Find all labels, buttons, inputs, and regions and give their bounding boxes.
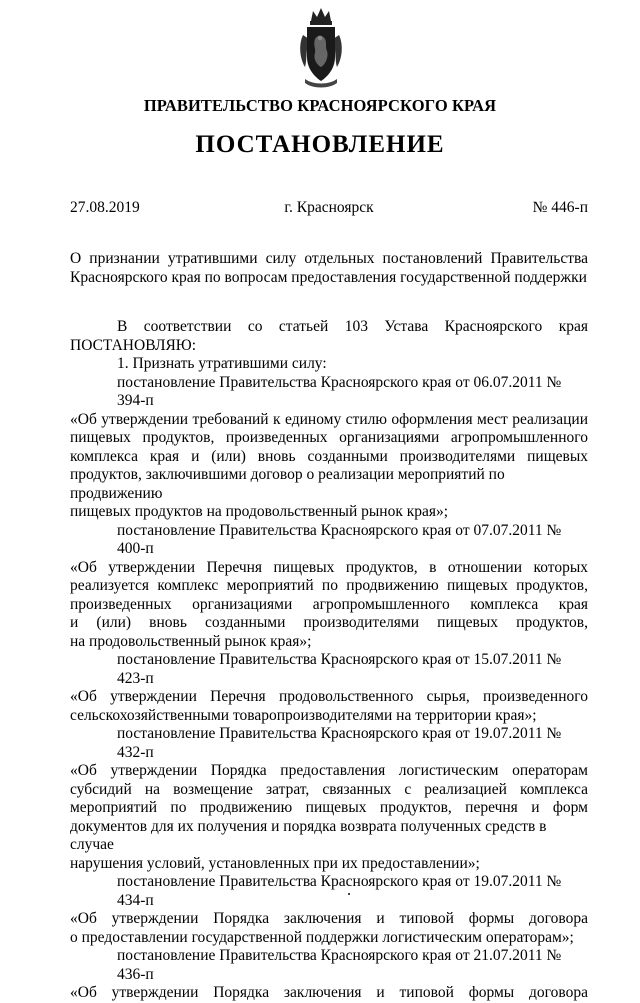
clause-item-1	[70, 355, 588, 374]
paragraph-line: комплекса края и (или) вновь созданными производителями пищевых	[70, 447, 588, 465]
document-number: № 446-п	[532, 199, 588, 216]
paragraph-line: «Об утверждении Перечня пищевых продуктов, в отношении которых	[70, 558, 588, 576]
paragraph-line: «Об утверждении Порядка предоставления логистическим операторам	[70, 762, 588, 779]
paragraph-line: «Об утверждении требований к единому стилю оформления мест реализации	[70, 410, 588, 428]
document-type-title: ПОСТАНОВЛЕНИЕ	[195, 131, 445, 158]
paragraph-line: ПОСТАНОВЛЯЮ:	[70, 336, 197, 354]
paragraph-line: реализуется комплекс мероприятий по продвижению пищевых продуктов,	[70, 577, 588, 594]
document-subject	[70, 249, 588, 287]
paragraph-line: пищевых продуктов на продовольственный рынок края»;	[70, 503, 449, 520]
repealed-resolution-paragraph	[70, 374, 588, 522]
document-city: г. Красноярск	[284, 199, 374, 216]
paragraph-line: продуктов, заключившими договор о реализации мероприятий по продвижению	[70, 466, 505, 502]
paragraph-line: и (или) вновь созданными производителями пищевых продуктов,	[70, 614, 588, 631]
paragraph-line: сельскохозяйственными товаропроизводителями на территории края»;	[70, 706, 537, 724]
paragraph-line: «Об утверждении Порядка заключения и типовой формы договора	[70, 910, 588, 927]
document-body	[70, 318, 588, 1003]
paragraph-line: «Об утверждении Перечня продовольственного сырья, произведенного	[70, 688, 588, 705]
paragraph-line: постановление Правительства Красноярского края от 21.07.2011 № 436-п	[117, 947, 562, 983]
repealed-resolution-paragraph	[70, 522, 588, 652]
paragraph-line: нарушения условий, установленных при их предоставлении»;	[70, 854, 480, 872]
paragraph-line: о предоставлении государственной поддержки логистическим операторам»;	[70, 928, 574, 946]
document-date: 27.08.2019	[70, 199, 140, 216]
repealed-resolution-paragraph	[70, 873, 588, 947]
repealed-resolution-paragraph	[70, 725, 588, 873]
repealed-resolution-paragraph	[70, 947, 588, 1003]
scan-speck	[348, 893, 350, 895]
repealed-resolution-paragraph	[70, 651, 588, 725]
paragraph-line: произведенных организациями агропромышленного комплекса края	[70, 595, 588, 613]
paragraph-line: постановление Правительства Красноярского края от 06.07.2011 № 394-п	[117, 373, 562, 409]
paragraph-line: постановление Правительства Красноярского края от 19.07.2011 № 432-п	[117, 725, 562, 761]
intro-paragraph	[70, 318, 588, 355]
paragraph-line: мероприятий по продвижению пищевых продуктов, перечня и форм	[70, 799, 588, 816]
subject-line: О признании утратившими силу отдельных постановлений Правительства	[70, 250, 588, 267]
paragraph-line: В соответствии со статьей 103 Устава Красноярского края	[117, 318, 588, 335]
issuing-authority: ПРАВИТЕЛЬСТВО КРАСНОЯРСКОГО КРАЯ	[143, 96, 497, 115]
paragraph-line: на продовольственный рынок края»;	[70, 632, 312, 650]
paragraph-line: субсидий на возмещение затрат, связанных с реализацией комплекса	[70, 780, 588, 798]
subject-line: Красноярского края по вопросам предоставления государственной поддержки	[70, 269, 587, 287]
paragraph-line: постановление Правительства Красноярского края от 07.07.2011 № 400-п	[117, 521, 562, 557]
paragraph-line: постановление Правительства Красноярского края от 15.07.2011 № 423-п	[117, 651, 562, 687]
paragraph-line: пищевых продуктов, произведенных организациями агропромышленного	[70, 429, 588, 446]
krasnoyarsk-coat-of-arms-icon	[297, 5, 345, 89]
paragraph-line: «Об утверждении Порядка заключения и типовой формы договора	[70, 984, 588, 1001]
paragraph-line: постановление Правительства Красноярского края от 19.07.2011 № 434-п	[117, 873, 562, 909]
paragraph-line: документов для их получения и порядка возврата полученных средств в случае	[70, 817, 547, 853]
paragraph-line: 1. Признать утратившими силу:	[117, 355, 327, 372]
